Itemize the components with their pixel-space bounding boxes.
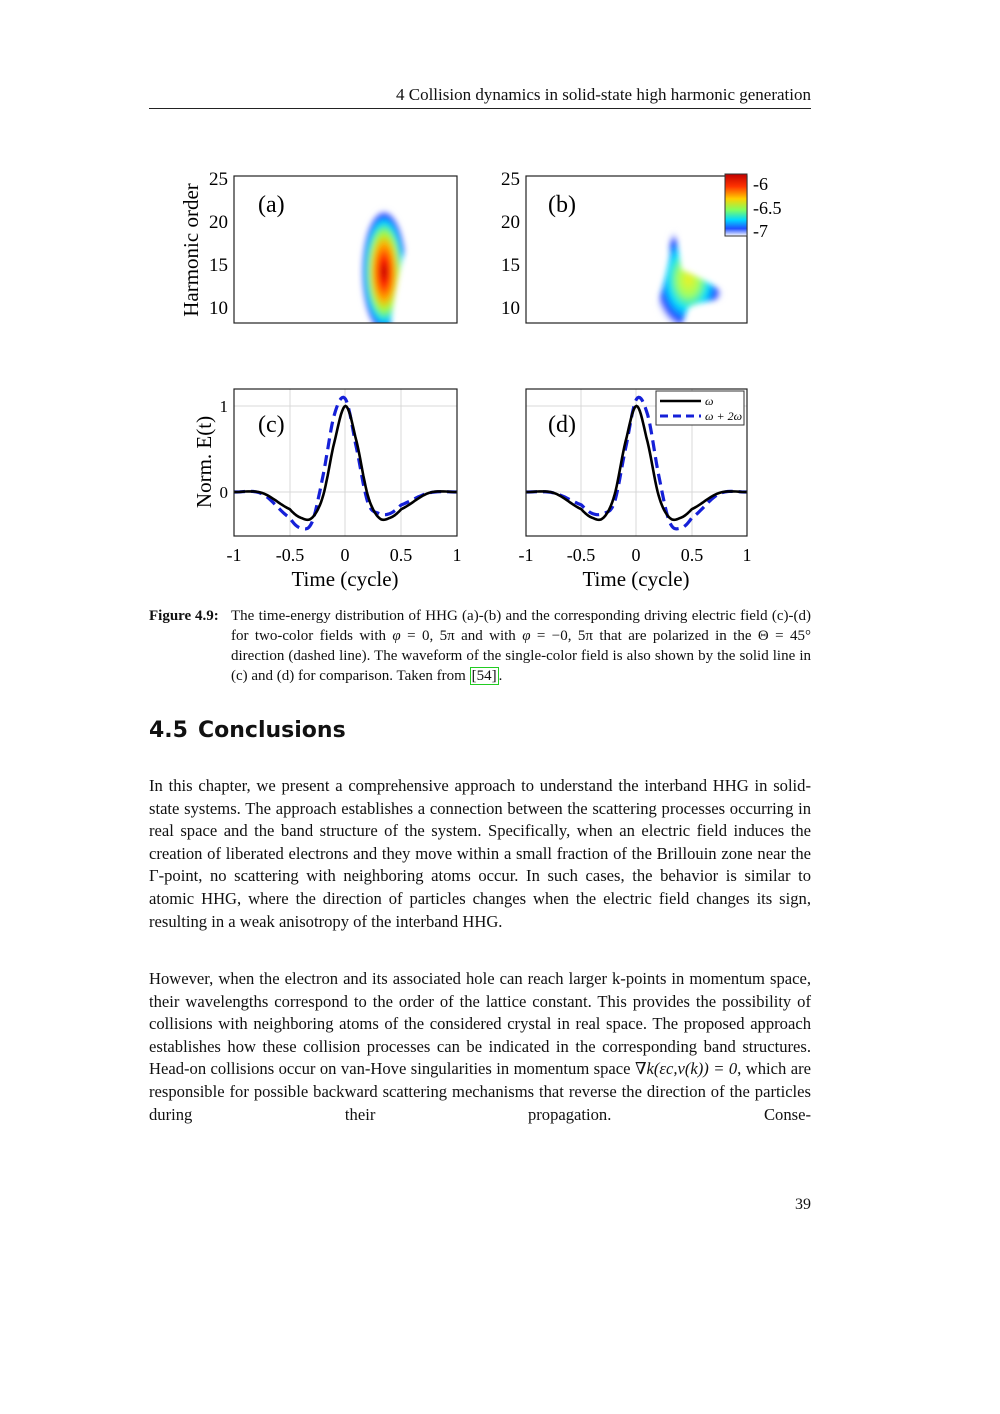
ytick-a-15: 15: [209, 255, 228, 276]
caption-phi-2: φ: [522, 628, 531, 644]
caption-part-1: The time-energy distribution of HHG (a)-(b) and the corresponding driving electric field (c)-(d) for two-color fields with: [231, 608, 811, 644]
paragraph-2-part-b: , which are responsible for possible backward scattering mechanisms that reverse the direction of the particles during their propagation. Conse-: [149, 1059, 811, 1124]
running-head: 4 Collision dynamics in solid-state high harmonic generation: [149, 84, 811, 109]
legend-dashed-label: ω + 2ω: [705, 409, 743, 423]
panel-b: [501, 169, 782, 328]
panel-label-c: (c): [258, 412, 285, 438]
panel-label-d: (d): [548, 412, 576, 438]
xtick-c-2: 0: [340, 545, 350, 565]
xtick-d-4: 1: [742, 545, 752, 565]
xtick-c-0: -1: [226, 545, 242, 565]
ytick-b-20: 20: [501, 212, 520, 233]
heatmap-a-blob: [361, 203, 407, 328]
caption-text: [231, 606, 811, 686]
caption-theta: Θ = 45°: [757, 628, 811, 644]
section-heading: [149, 716, 811, 746]
xtick-c-3: 0.5: [389, 545, 413, 565]
page-number: 39: [795, 1196, 811, 1213]
ytick-b-15: 15: [501, 255, 520, 276]
caption-eq-2: = −0, 5π: [530, 628, 593, 644]
paragraph-1: In this chapter, we present a comprehensive approach to understand the interband HHG in solid-state systems. The approach establishes a connection between the scattering processes occurring in real space and the band structure of the system. Specifically, when an electric field induces the creation of liberated electrons and they move within a small fraction of the Brillouin zone near the Γ-point, no scattering with neighboring atoms occur. In such cases, the behavior is similar to atomic HHG, where the direction of particles changes when the electric field changes its sign, resulting in a weak anisotropy of the interband HHG.: [149, 776, 811, 931]
figure-svg: [170, 160, 810, 600]
citation-link-54[interactable]: [54]: [471, 668, 497, 684]
ytick-c-0: 0: [219, 483, 228, 502]
caption-part-4: direction (dashed line). The waveform of the single-color field is also shown by the solid line in (c) and (d) for comparison. Taken from: [231, 648, 811, 684]
ytick-c-1: 1: [219, 397, 228, 416]
caption-part-5: .: [498, 668, 503, 684]
colorbar-tick-low: -7: [753, 221, 768, 241]
xtick-d-0: -1: [518, 545, 534, 565]
caption-label: Figure 4.9:: [149, 608, 219, 624]
xlabel-d: Time (cycle): [582, 567, 690, 591]
caption-part-3: that are polarized in the: [592, 628, 758, 644]
xtick-d-3: 0.5: [680, 545, 704, 565]
ytick-a-25: 25: [209, 169, 228, 190]
figure-4-9: [170, 160, 810, 600]
xtick-d-1: -0.5: [566, 545, 596, 565]
xtick-c-1: -0.5: [275, 545, 305, 565]
ytick-b-25: 25: [501, 169, 520, 190]
colorbar: [725, 174, 747, 236]
legend: [656, 391, 744, 425]
figure-caption: [149, 606, 811, 686]
caption-eq-1: = 0, 5π: [400, 628, 455, 644]
panel-c: [192, 389, 462, 591]
heatmap-b-blob: [652, 220, 725, 328]
panel-d: [519, 389, 752, 591]
colorbar-tick-high: -6: [753, 174, 768, 194]
caption-part-2: and with: [454, 628, 523, 644]
ytick-a-20: 20: [209, 212, 228, 233]
ytick-b-10: 10: [501, 298, 520, 319]
caption-phi-1: φ: [392, 628, 401, 644]
section-title: Conclusions: [197, 718, 346, 743]
colorbar-tick-mid: -6.5: [753, 198, 782, 218]
panel-label-b: (b): [548, 192, 576, 218]
xtick-c-4: 1: [452, 545, 462, 565]
section-number: 4.5: [149, 718, 188, 743]
panel-a: [179, 169, 457, 328]
ytick-a-10: 10: [209, 298, 228, 319]
legend-solid-label: ω: [705, 394, 714, 408]
ylabel-c: Norm. E(t): [192, 415, 216, 509]
ylabel-a: Harmonic order: [179, 183, 203, 317]
paragraph-2-part-a: However, when the electron and its associated hole can reach larger k-points in momentum space, their wavelengths correspond to the order of the lattice constant. This provides the possibility of collisions with neighboring atoms of the considered crystal in real space. The proposed approach establishes how these collision processes can be indicated in the corresponding band structures. Head-on collisions occur on van-Hove singularities in momentum space: [149, 969, 811, 1079]
panel-label-a: (a): [258, 192, 285, 218]
paragraph-2: [149, 968, 811, 1126]
inline-math: ∇k(εc,v(k)) = 0: [634, 1059, 738, 1079]
xlabel-c: Time (cycle): [291, 567, 399, 591]
xtick-d-2: 0: [631, 545, 641, 565]
